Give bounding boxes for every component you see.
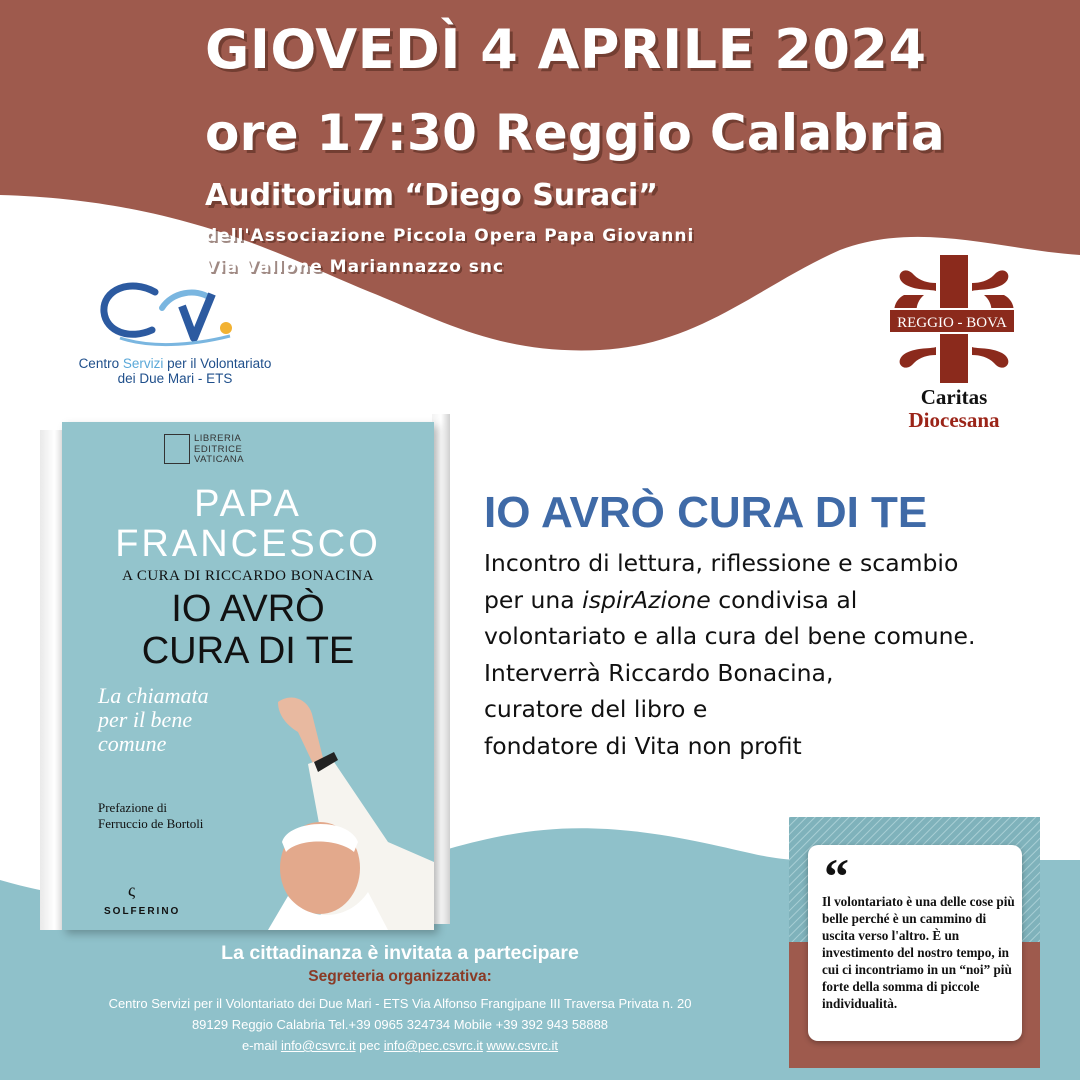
book-cover (62, 422, 434, 930)
csv-logo (60, 280, 290, 386)
pec-link[interactable]: info@pec.csvrc.it (383, 1038, 483, 1053)
publisher-lev: LIBRERIA EDITRICE VATICANA (194, 434, 244, 466)
event-title: IO AVRÒ CURA DI TE (484, 488, 928, 537)
quote-card (808, 845, 1022, 1041)
caritas-diocese: Diocesana (908, 408, 1000, 432)
pec-label: pec (355, 1038, 384, 1053)
book-subtitle: La chiamata per il bene comune (98, 683, 209, 756)
caritas-name: Caritas (920, 385, 988, 409)
caritas-band: REGGIO - BOVA (888, 308, 1016, 334)
quote-box (789, 817, 1040, 1068)
footer-phone: 89129 Reggio Calabria Tel.+39 0965 324734 Mobile +39 392 943 58888 (191, 1017, 609, 1032)
book-author: PAPA FRANCESCO (115, 483, 381, 565)
footer-address: Centro Servizi per il Volontariato dei Due Mari - ETS Via Alfonso Frangipane III Traversa Privata n. 20 (108, 996, 692, 1011)
solferino-logo-icon: ς (128, 880, 136, 900)
footer-contacts (0, 1038, 800, 1053)
book-page-edge (432, 414, 450, 924)
event-date: GIOVEDÌ 4 APRILE 2024 (205, 18, 927, 81)
caritas-logo (884, 255, 1024, 435)
website-link[interactable]: www.csvrc.it (486, 1038, 559, 1053)
csv-logo-icon (60, 280, 290, 356)
event-auditorium: Auditorium “Diego Suraci” (205, 178, 658, 213)
secretariat-label: Segreteria organizzativa: (308, 968, 492, 985)
invitation-text: La cittadinanza è invitata a partecipare (221, 942, 579, 964)
csv-caption: Centro Servizi per il Volontariato dei Due Mari - ETS (78, 356, 272, 386)
book-cover-image (40, 412, 452, 932)
book-spine (40, 430, 64, 930)
book-curator: A CURA DI RICCARDO BONACINA (122, 568, 374, 584)
quote-text: Il volontariato è una delle cose più belle perché è un cammino di uscita verso l'altro. È un investimento del nostro tempo, in cui ci incontriamo in un “noi” più forte della somma di piccole individualità. (822, 894, 1015, 1011)
book-publisher: SOLFERINO (104, 906, 181, 917)
event-description: Incontro di lettura, riflessione e scambio per una ispirAzione condivisa al volontariato e alla cura del bene comune. Interverrà Riccardo Bonacina, curatore del libro e fondatore di Vita non profit (484, 549, 976, 760)
email-link[interactable]: info@csvrc.it (280, 1038, 356, 1053)
pope-photo (258, 692, 434, 930)
event-association: dell'Associazione Piccola Opera Papa Giovanni (205, 226, 695, 246)
quote-mark-icon: “ (824, 848, 849, 904)
vatican-emblem-icon (164, 434, 190, 464)
book-title: IO AVRÒ CURA DI TE (141, 588, 355, 672)
email-label: e-mail (241, 1038, 281, 1053)
book-preface: Prefazione di Ferruccio de Bortoli (98, 800, 204, 831)
event-time-place: ore 17:30 Reggio Calabria (205, 104, 945, 162)
event-address: Via Vallone Mariannazzo snc (205, 257, 505, 277)
